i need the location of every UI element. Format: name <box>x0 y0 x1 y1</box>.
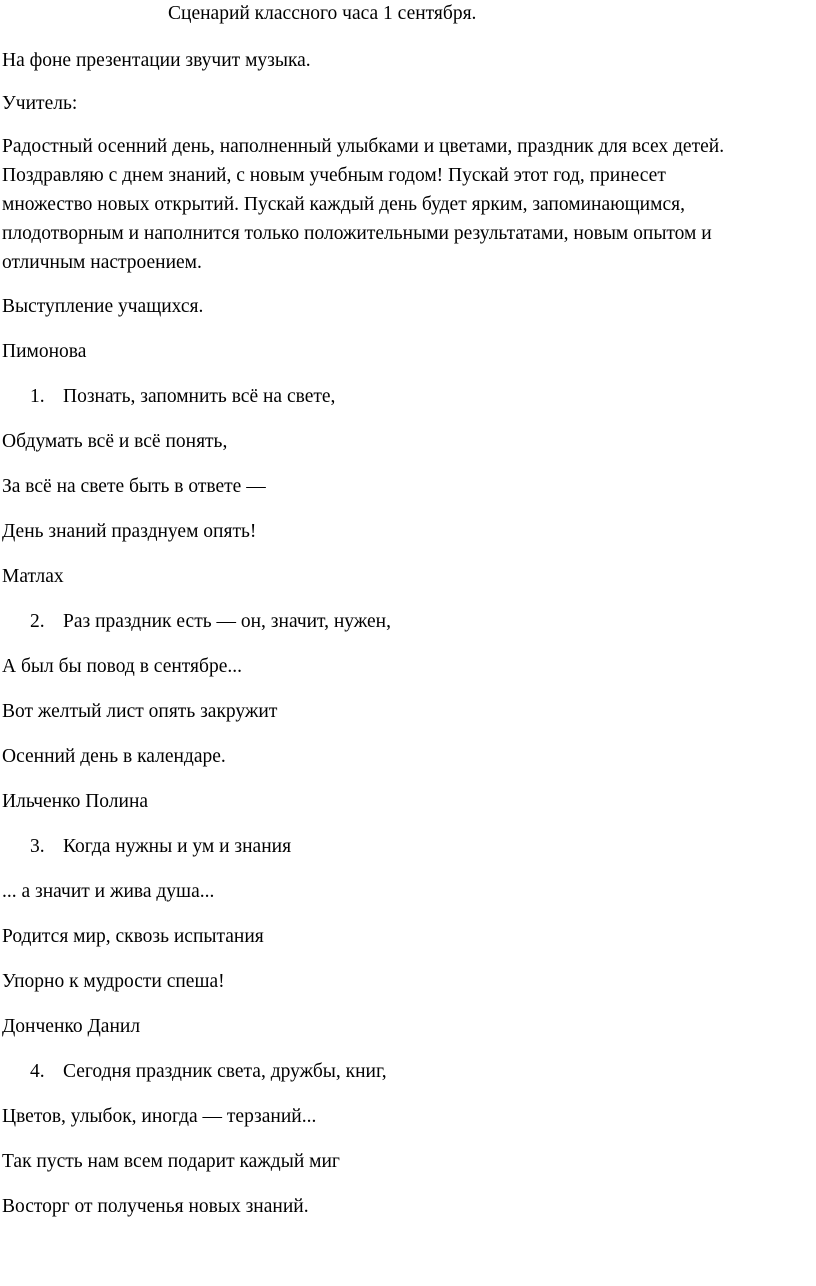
list-item-text: Сегодня праздник света, дружбы, книг, <box>63 1061 387 1082</box>
verse-line: День знаний празднуем опять! <box>2 521 257 542</box>
list-number: 4. <box>30 1061 45 1082</box>
list-item-text: Познать, запомнить всё на свете, <box>63 386 336 407</box>
verse-line: А был бы повод в сентябре... <box>2 656 242 677</box>
intro-line: отличным настроением. <box>2 252 202 273</box>
speaker-name: Донченко Данил <box>2 1016 141 1037</box>
paragraph-music: На фоне презентации звучит музыка. <box>2 50 311 71</box>
intro-line: Поздравляю с днем знаний, с новым учебным годом! Пускай этот год, принесет <box>2 165 666 186</box>
verse-line: Упорно к мудрости спеша! <box>2 971 225 992</box>
verse-line: Родится мир, сквозь испытания <box>2 926 264 947</box>
speaker-name: Пимонова <box>2 341 87 362</box>
document-title: Сценарий классного часа 1 сентября. <box>168 3 477 24</box>
verse-line: За всё на свете быть в ответе — <box>2 476 266 497</box>
verse-line: Восторг от полученья новых знаний. <box>2 1196 309 1217</box>
intro-line: плодотворным и наполнится только положительными результатами, новым опытом и <box>2 223 712 244</box>
speaker-name: Ильченко Полина <box>2 791 149 812</box>
paragraph-teacher: Учитель: <box>2 93 78 114</box>
verse-line: Осенний день в календаре. <box>2 746 226 767</box>
list-item-text: Когда нужны и ум и знания <box>63 836 292 857</box>
list-number: 1. <box>30 386 45 407</box>
list-number: 3. <box>30 836 45 857</box>
paragraph-performance: Выступление учащихся. <box>2 296 204 317</box>
verse-line: Цветов, улыбок, иногда — терзаний... <box>2 1106 317 1127</box>
verse-line: Так пусть нам всем подарит каждый миг <box>2 1151 340 1172</box>
speaker-name: Матлах <box>2 566 64 587</box>
verse-line: Обдумать всё и всё понять, <box>2 431 228 452</box>
intro-line: множество новых открытий. Пускай каждый день будет ярким, запоминающимся, <box>2 194 685 215</box>
verse-line: ... а значит и жива душа... <box>2 881 215 902</box>
verse-line: Вот желтый лист опять закружит <box>2 701 278 722</box>
list-item-text: Раз праздник есть — он, значит, нужен, <box>63 611 391 632</box>
intro-line: Радостный осенний день, наполненный улыбками и цветами, праздник для всех детей. <box>2 136 725 157</box>
list-number: 2. <box>30 611 45 632</box>
